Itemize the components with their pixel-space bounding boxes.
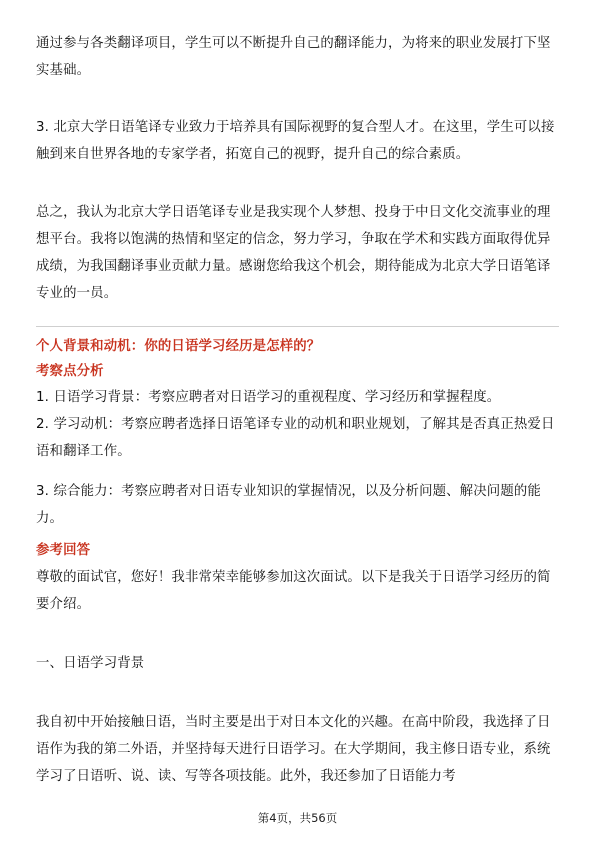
interview-question: 个人背景和动机：你的日语学习经历是怎样的？	[36, 339, 321, 354]
analysis-item-2: 2. 学习动机：考察应聘者选择日语笔译专业的动机和职业规划，了解其是否真正热爱日语和翻译工作。	[36, 417, 555, 459]
analysis-item-1: 1. 日语学习背景：考察应聘者对日语学习的重视程度、学习经历和掌握程度。	[36, 390, 501, 405]
page-number-footer: 第4页，共56页	[257, 811, 338, 825]
answer-heading: 参考回答	[36, 543, 91, 558]
analysis-item-3: 3. 综合能力：考察应聘者对日语专业知识的掌握情况，以及分析问题、解决问题的能力。	[36, 484, 541, 526]
paragraph-translation-practice: 通过参与各类翻译项目，学生可以不断提升自己的翻译能力，为将来的职业发展打下坚实基础。	[36, 36, 551, 78]
paragraph-international-vision: 3. 北京大学日语笔译专业致力于培养具有国际视野的复合型人才。在这里，学生可以接触到来自世界各地的专家学者，拓宽自己的视野，提升自己的综合素质。	[36, 120, 555, 162]
paragraph-conclusion: 总之，我认为北京大学日语笔译专业是我实现个人梦想、投身于中日文化交流事业的理想平台。我将以饱满的热情和坚定的信念，努力学习，争取在学术和实践方面取得优异成绩，为我国翻译事业贡献力量。感谢您给我这个机会，期待能成为北京大学日语笔译专业的一员。	[36, 205, 551, 301]
answer-intro: 尊敬的面试官，您好！我非常荣幸能够参加这次面试。以下是我关于日语学习经历的简要介绍。	[36, 570, 551, 612]
analysis-heading: 考察点分析	[36, 364, 104, 379]
answer-section-title: 一、日语学习背景	[36, 656, 145, 671]
answer-body: 我自初中开始接触日语，当时主要是出于对日本文化的兴趣。在高中阶段，我选择了日语作为我的第二外语，并坚持每天进行日语学习。在大学期间，我主修日语专业，系统学习了日语听、说、读、写等各项技能。此外，我还参加了日语能力考	[36, 715, 551, 784]
section-divider	[36, 326, 559, 327]
